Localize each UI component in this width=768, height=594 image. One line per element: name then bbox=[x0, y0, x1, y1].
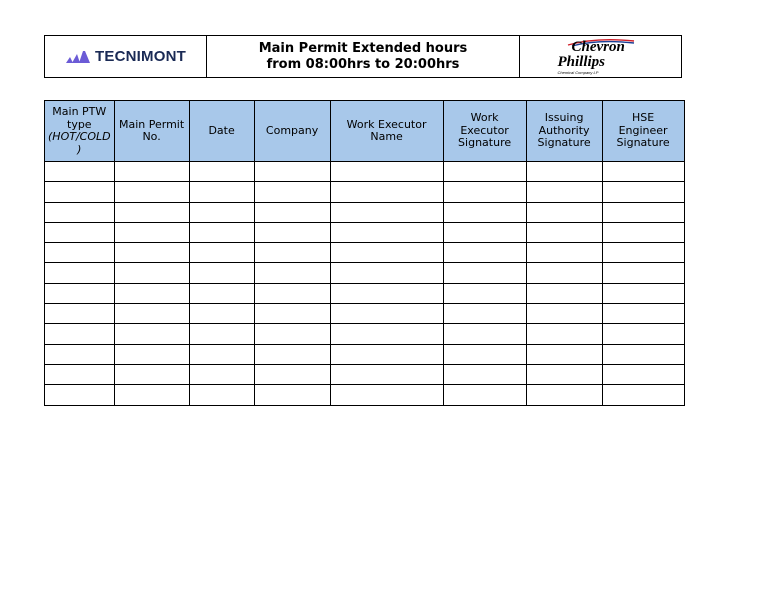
table-cell[interactable] bbox=[45, 344, 115, 364]
col-header-ptw-type bbox=[45, 101, 115, 162]
header-text: type bbox=[67, 117, 92, 131]
table-cell[interactable] bbox=[330, 324, 443, 344]
header-text: Company bbox=[265, 123, 319, 137]
table-cell[interactable] bbox=[330, 304, 443, 324]
table-cell[interactable] bbox=[254, 263, 330, 283]
table-cell[interactable] bbox=[443, 304, 526, 324]
table-cell[interactable] bbox=[602, 344, 684, 364]
table-cell[interactable] bbox=[45, 283, 115, 303]
header-text: No. bbox=[142, 130, 161, 143]
table-cell[interactable] bbox=[443, 162, 526, 182]
table-cell[interactable] bbox=[254, 364, 330, 384]
table-cell[interactable] bbox=[114, 344, 189, 364]
table-cell[interactable] bbox=[254, 324, 330, 344]
table-cell[interactable] bbox=[254, 202, 330, 222]
table-body bbox=[45, 162, 685, 406]
table-cell[interactable] bbox=[114, 222, 189, 242]
table-cell[interactable] bbox=[526, 324, 602, 344]
table-row bbox=[45, 263, 685, 283]
table-cell[interactable] bbox=[602, 162, 684, 182]
table-cell[interactable] bbox=[330, 182, 443, 202]
col-header-executor-name bbox=[330, 101, 443, 162]
col-header-executor-signature bbox=[443, 101, 526, 162]
table-cell[interactable] bbox=[189, 243, 254, 263]
table-row bbox=[45, 304, 685, 324]
table-row bbox=[45, 222, 685, 242]
col-header-date bbox=[189, 101, 254, 162]
table-cell[interactable] bbox=[443, 222, 526, 242]
table-cell[interactable] bbox=[526, 344, 602, 364]
table-cell[interactable] bbox=[114, 385, 189, 405]
table-cell[interactable] bbox=[526, 162, 602, 182]
table-cell[interactable] bbox=[443, 202, 526, 222]
header-text: Work bbox=[470, 111, 499, 125]
table-cell[interactable] bbox=[45, 324, 115, 344]
table-cell[interactable] bbox=[526, 364, 602, 384]
table-cell[interactable] bbox=[602, 324, 684, 344]
table-cell[interactable] bbox=[443, 344, 526, 364]
table-cell[interactable] bbox=[189, 222, 254, 242]
header-text: Name bbox=[370, 130, 403, 143]
table-cell[interactable] bbox=[254, 344, 330, 364]
table-row bbox=[45, 385, 685, 405]
table-cell[interactable] bbox=[443, 324, 526, 344]
table-cell[interactable] bbox=[602, 182, 684, 202]
header-text: Executor bbox=[460, 123, 509, 137]
table-cell[interactable] bbox=[45, 243, 115, 263]
table-cell[interactable] bbox=[45, 202, 115, 222]
header-text: Authority bbox=[538, 123, 590, 137]
table-cell[interactable] bbox=[526, 222, 602, 242]
title-line-1: Main Permit Extended hours bbox=[258, 40, 468, 56]
table-cell[interactable] bbox=[602, 283, 684, 303]
table-cell[interactable] bbox=[45, 364, 115, 384]
table-cell[interactable] bbox=[114, 304, 189, 324]
table-cell[interactable] bbox=[114, 243, 189, 263]
table-row bbox=[45, 344, 685, 364]
header-text: Engineer bbox=[618, 123, 668, 137]
table-cell[interactable] bbox=[602, 304, 684, 324]
table-cell[interactable] bbox=[189, 263, 254, 283]
chevron-logo-text: Chevron bbox=[571, 38, 625, 55]
table-cell[interactable] bbox=[114, 324, 189, 344]
header-text: Main Permit bbox=[119, 117, 185, 131]
header-text: Signature bbox=[458, 136, 512, 150]
table-cell[interactable] bbox=[330, 263, 443, 283]
col-header-permit-no bbox=[114, 101, 189, 162]
header-text: Date bbox=[208, 123, 235, 137]
document-title bbox=[207, 36, 520, 77]
table-cell[interactable] bbox=[189, 344, 254, 364]
table-cell[interactable] bbox=[602, 243, 684, 263]
table-cell[interactable] bbox=[45, 162, 115, 182]
table-cell[interactable] bbox=[526, 304, 602, 324]
table-cell[interactable] bbox=[114, 182, 189, 202]
table-cell[interactable] bbox=[602, 364, 684, 384]
table-cell[interactable] bbox=[45, 222, 115, 242]
chemical-company-text: Chemical Company LP bbox=[557, 69, 599, 75]
phillips-logo-text: Phillips bbox=[557, 53, 606, 70]
tecnimont-mark-icon bbox=[65, 50, 91, 64]
table-cell[interactable] bbox=[189, 202, 254, 222]
table-cell[interactable] bbox=[189, 182, 254, 202]
col-header-authority-signature bbox=[526, 101, 602, 162]
table-row bbox=[45, 162, 685, 182]
table-cell[interactable] bbox=[189, 364, 254, 384]
table-cell[interactable] bbox=[254, 385, 330, 405]
table-cell[interactable] bbox=[114, 364, 189, 384]
table-cell[interactable] bbox=[189, 304, 254, 324]
table-cell[interactable] bbox=[189, 324, 254, 344]
table-cell[interactable] bbox=[254, 182, 330, 202]
table-cell[interactable] bbox=[602, 202, 684, 222]
table-cell[interactable] bbox=[189, 162, 254, 182]
table-cell[interactable] bbox=[189, 283, 254, 303]
col-header-hse-signature bbox=[602, 101, 684, 162]
table-cell[interactable] bbox=[526, 263, 602, 283]
table-cell[interactable] bbox=[443, 263, 526, 283]
tecnimont-logo-text: TECNIMONT bbox=[95, 48, 186, 65]
header-text: (HOT/COLD bbox=[48, 130, 111, 143]
table-cell[interactable] bbox=[443, 243, 526, 263]
header-text: Work Executor bbox=[346, 117, 427, 131]
header-text: Issuing bbox=[544, 111, 584, 125]
table-cell[interactable] bbox=[114, 263, 189, 283]
table-cell[interactable] bbox=[526, 202, 602, 222]
table-cell[interactable] bbox=[526, 283, 602, 303]
table-cell[interactable] bbox=[45, 263, 115, 283]
table-cell[interactable] bbox=[330, 364, 443, 384]
table-cell[interactable] bbox=[330, 344, 443, 364]
table-row bbox=[45, 364, 685, 384]
table-cell[interactable] bbox=[254, 283, 330, 303]
table-header-row bbox=[45, 101, 685, 162]
table-cell[interactable] bbox=[443, 283, 526, 303]
table-cell[interactable] bbox=[330, 222, 443, 242]
header-text: ) bbox=[77, 142, 82, 156]
table-cell[interactable] bbox=[114, 283, 189, 303]
table-row bbox=[45, 202, 685, 222]
table-cell[interactable] bbox=[114, 202, 189, 222]
table-row bbox=[45, 182, 685, 202]
table-cell[interactable] bbox=[602, 222, 684, 242]
header-text: Main PTW bbox=[52, 105, 107, 118]
table-cell[interactable] bbox=[443, 182, 526, 202]
table-cell[interactable] bbox=[45, 385, 115, 405]
permit-log-table bbox=[44, 100, 685, 406]
document-header bbox=[44, 35, 682, 78]
chevron-phillips-logo bbox=[520, 36, 681, 77]
tecnimont-logo bbox=[45, 36, 207, 77]
table-cell[interactable] bbox=[114, 162, 189, 182]
table-cell[interactable] bbox=[45, 182, 115, 202]
table-cell[interactable] bbox=[330, 385, 443, 405]
table-row bbox=[45, 283, 685, 303]
table-cell[interactable] bbox=[526, 243, 602, 263]
header-text: Signature bbox=[537, 136, 591, 150]
header-text: HSE bbox=[631, 111, 655, 125]
table-cell[interactable] bbox=[254, 304, 330, 324]
col-header-company bbox=[254, 101, 330, 162]
table-cell[interactable] bbox=[254, 243, 330, 263]
table-cell[interactable] bbox=[330, 162, 443, 182]
header-text: Signature bbox=[616, 136, 670, 150]
table-cell[interactable] bbox=[254, 162, 330, 182]
table-row bbox=[45, 324, 685, 344]
table-cell[interactable] bbox=[45, 304, 115, 324]
table-cell[interactable] bbox=[443, 385, 526, 405]
table-cell[interactable] bbox=[526, 182, 602, 202]
table-cell[interactable] bbox=[330, 202, 443, 222]
table-row bbox=[45, 243, 685, 263]
table-cell[interactable] bbox=[443, 364, 526, 384]
table-cell[interactable] bbox=[189, 385, 254, 405]
table-cell[interactable] bbox=[330, 243, 443, 263]
table-cell[interactable] bbox=[526, 385, 602, 405]
table-cell[interactable] bbox=[602, 385, 684, 405]
table-cell[interactable] bbox=[254, 222, 330, 242]
table-cell[interactable] bbox=[602, 263, 684, 283]
table-cell[interactable] bbox=[330, 283, 443, 303]
title-line-2: from 08:00hrs to 20:00hrs bbox=[266, 56, 460, 72]
